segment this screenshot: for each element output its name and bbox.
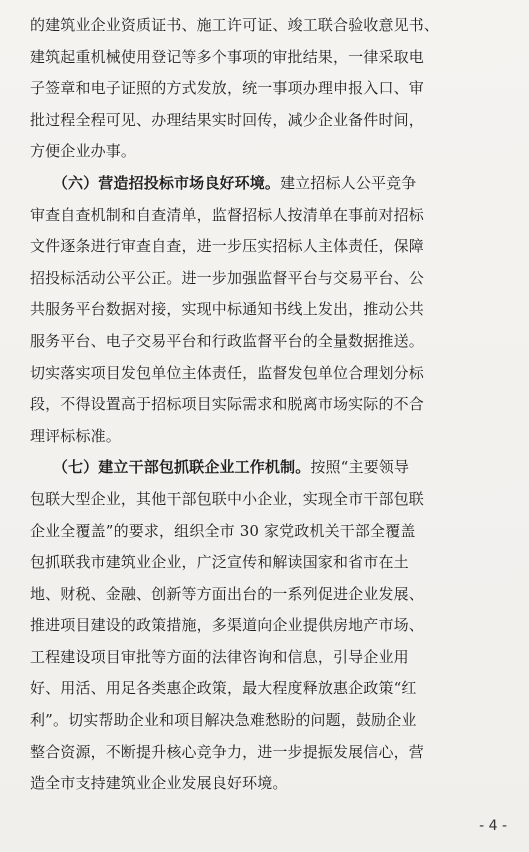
text-line: 服务平台、电子交易平台和行政监督平台的全量数据推送。 (30, 331, 424, 350)
text-line: 利”。切实帮助企业和项目解决急难愁盼的问题，鼓励企业 (30, 711, 417, 730)
text-line: 工程建设项目审批等方面的法律咨询和信息，引导企业用 (30, 647, 409, 666)
text-line (30, 168, 510, 200)
text-line: 整合资源，不断提升核心竞争力，进一步提振发展信心，营 (30, 742, 424, 761)
paragraph-cadre-mechanism (30, 452, 510, 800)
text-line: 包抓联我市建筑业企业，广泛宣传和解读国家和省市在土 (30, 553, 409, 572)
text-line: 共服务平台数据对接，实现中标通知书线上发出，推动公共 (30, 300, 424, 319)
page-number: - 4 - (479, 818, 507, 834)
text-line: 批过程全程可见、办理结果实时回传，减少企业备件时间， (30, 110, 424, 129)
text-line: 建筑起重机械使用登记等多个事项的审批结果，一律采取电 (30, 47, 424, 66)
section-heading-six: （六）营造招投标市场良好环境。 (60, 173, 281, 192)
text-line: 造全市支持建筑业企业发展良好环境。 (30, 774, 288, 793)
text-line: 包联大型企业，其他干部包联中小企业，实现全市干部包联 (30, 489, 424, 508)
text-line-continuation: 按照“主要领导 (310, 458, 410, 477)
text-line (30, 452, 510, 484)
text-line: 的建筑业企业资质证书、施工许可证、竣工联合验收意见书、 (30, 16, 440, 34)
paragraph-bidding-environment (30, 168, 510, 452)
text-line: 段，不得设置高于招标项目实际需求和脱离市场实际的不合 (30, 395, 424, 414)
text-line: 方便企业办事。 (30, 142, 137, 161)
paragraph-approval-results (30, 10, 510, 168)
text-line: 文件逐条进行审查自查，进一步压实招标人主体责任，保障 (30, 237, 424, 256)
text-line: 审查自查机制和自查清单，监督招标人按清单在事前对招标 (30, 205, 424, 224)
text-line: 切实落实项目发包单位主体责任，监督发包单位合理划分标 (30, 363, 424, 382)
text-line: 理评标标准。 (30, 426, 121, 445)
document-body (30, 10, 510, 800)
text-line-continuation: 建立招标人公平竞争 (280, 173, 417, 192)
text-line: 地、财税、金融、创新等方面出台的一系列促进企业发展、 (30, 584, 424, 603)
text-line: 推进项目建设的政策措施，多渠道向企业提供房地产市场、 (30, 616, 424, 635)
section-heading-seven: （七）建立干部包抓联企业工作机制。 (60, 458, 311, 477)
text-line: 招投标活动公平公正。进一步加强监督平台与交易平台、公 (30, 268, 424, 287)
text-line: 企业全覆盖”的要求，组织全市 30 家党政机关干部全覆盖 (30, 521, 416, 540)
text-line: 好、用活、用足各类惠企政策，最大程度释放惠企政策“红 (30, 679, 417, 698)
text-line: 子签章和电子证照的方式发放，统一事项办理申报入口、审 (30, 79, 424, 98)
